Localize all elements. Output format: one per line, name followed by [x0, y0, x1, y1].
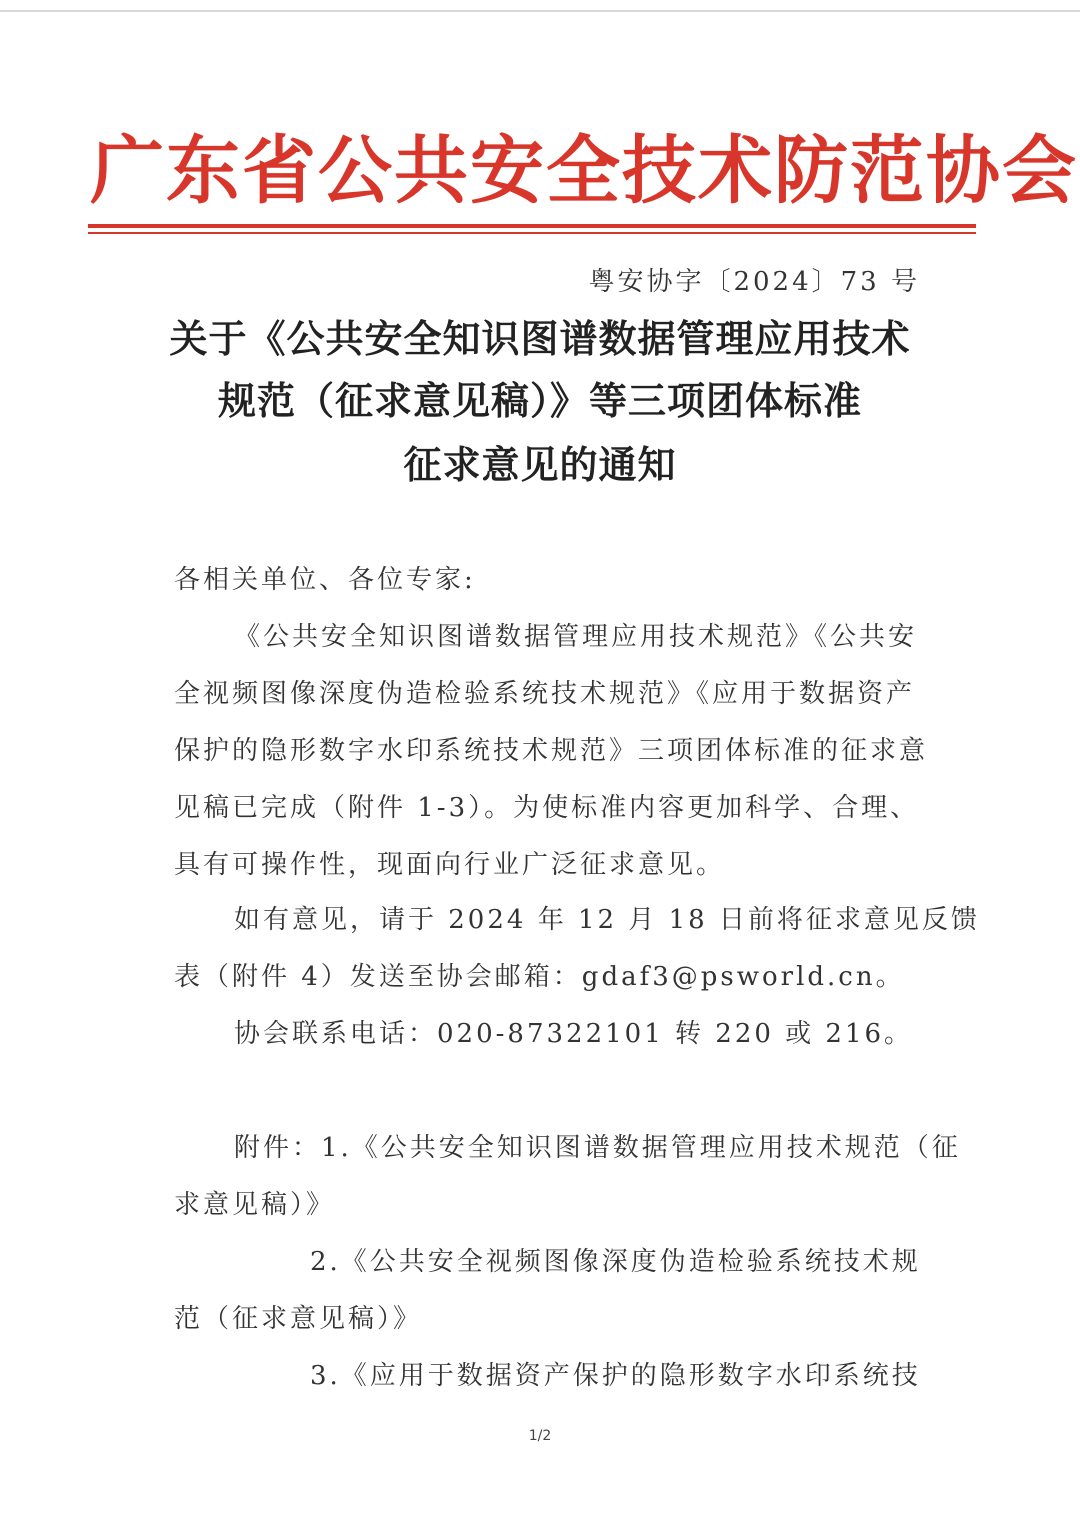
paragraph-2-line: 表（附件 4）发送至协会邮箱：gdaf3@psworld.cn。 [174, 962, 905, 992]
letterhead-rule-thick [88, 224, 976, 228]
attachment-2-line-2: 范（征求意见稿）》 [174, 1304, 423, 1334]
letterhead-title: 广东省公共安全技术防范协会 [90, 128, 1078, 214]
contact-phone: 协会联系电话：020-87322101 转 220 或 216。 [234, 1019, 914, 1049]
notice-title-line-1: 关于《公共安全知识图谱数据管理应用技术 [169, 316, 911, 361]
attachment-2-line-1: 2.《公共安全视频图像深度伪造检验系统技术规 [310, 1247, 921, 1277]
scan-edge-line [0, 10, 1080, 12]
document-number: 粤安协字〔2024〕73 号 [588, 267, 920, 297]
attachment-1-line-1: 附件：1.《公共安全知识图谱数据管理应用技术规范（征 [234, 1133, 961, 1163]
attachment-3-line-1: 3.《应用于数据资产保护的隐形数字水印系统技 [310, 1361, 921, 1391]
paragraph-1-line: 保护的隐形数字水印系统技术规范》三项团体标准的征求意 [174, 736, 929, 766]
salutation: 各相关单位、各位专家: [174, 565, 476, 595]
notice-title-line-3: 征求意见的通知 [403, 442, 677, 487]
paragraph-1-line: 《公共安全知识图谱数据管理应用技术规范》《公共安 [234, 622, 918, 652]
notice-title-line-2: 规范（征求意见稿）》等三项团体标准 [217, 378, 862, 423]
paragraph-1-line: 见稿已完成（附件 1-3）。为使标准内容更加科学、合理、 [174, 793, 920, 823]
paragraph-1-line: 全视频图像深度伪造检验系统技术规范》《应用于数据资产 [174, 679, 916, 709]
paragraph-2-line: 如有意见，请于 2024 年 12 月 18 日前将征求意见反馈 [234, 905, 980, 935]
letterhead-rule-thin [88, 232, 976, 234]
page-number: 1/2 [528, 1428, 552, 1444]
attachment-1-line-2: 求意见稿）》 [174, 1190, 336, 1220]
paragraph-1-line: 具有可操作性，现面向行业广泛征求意见。 [174, 850, 726, 880]
